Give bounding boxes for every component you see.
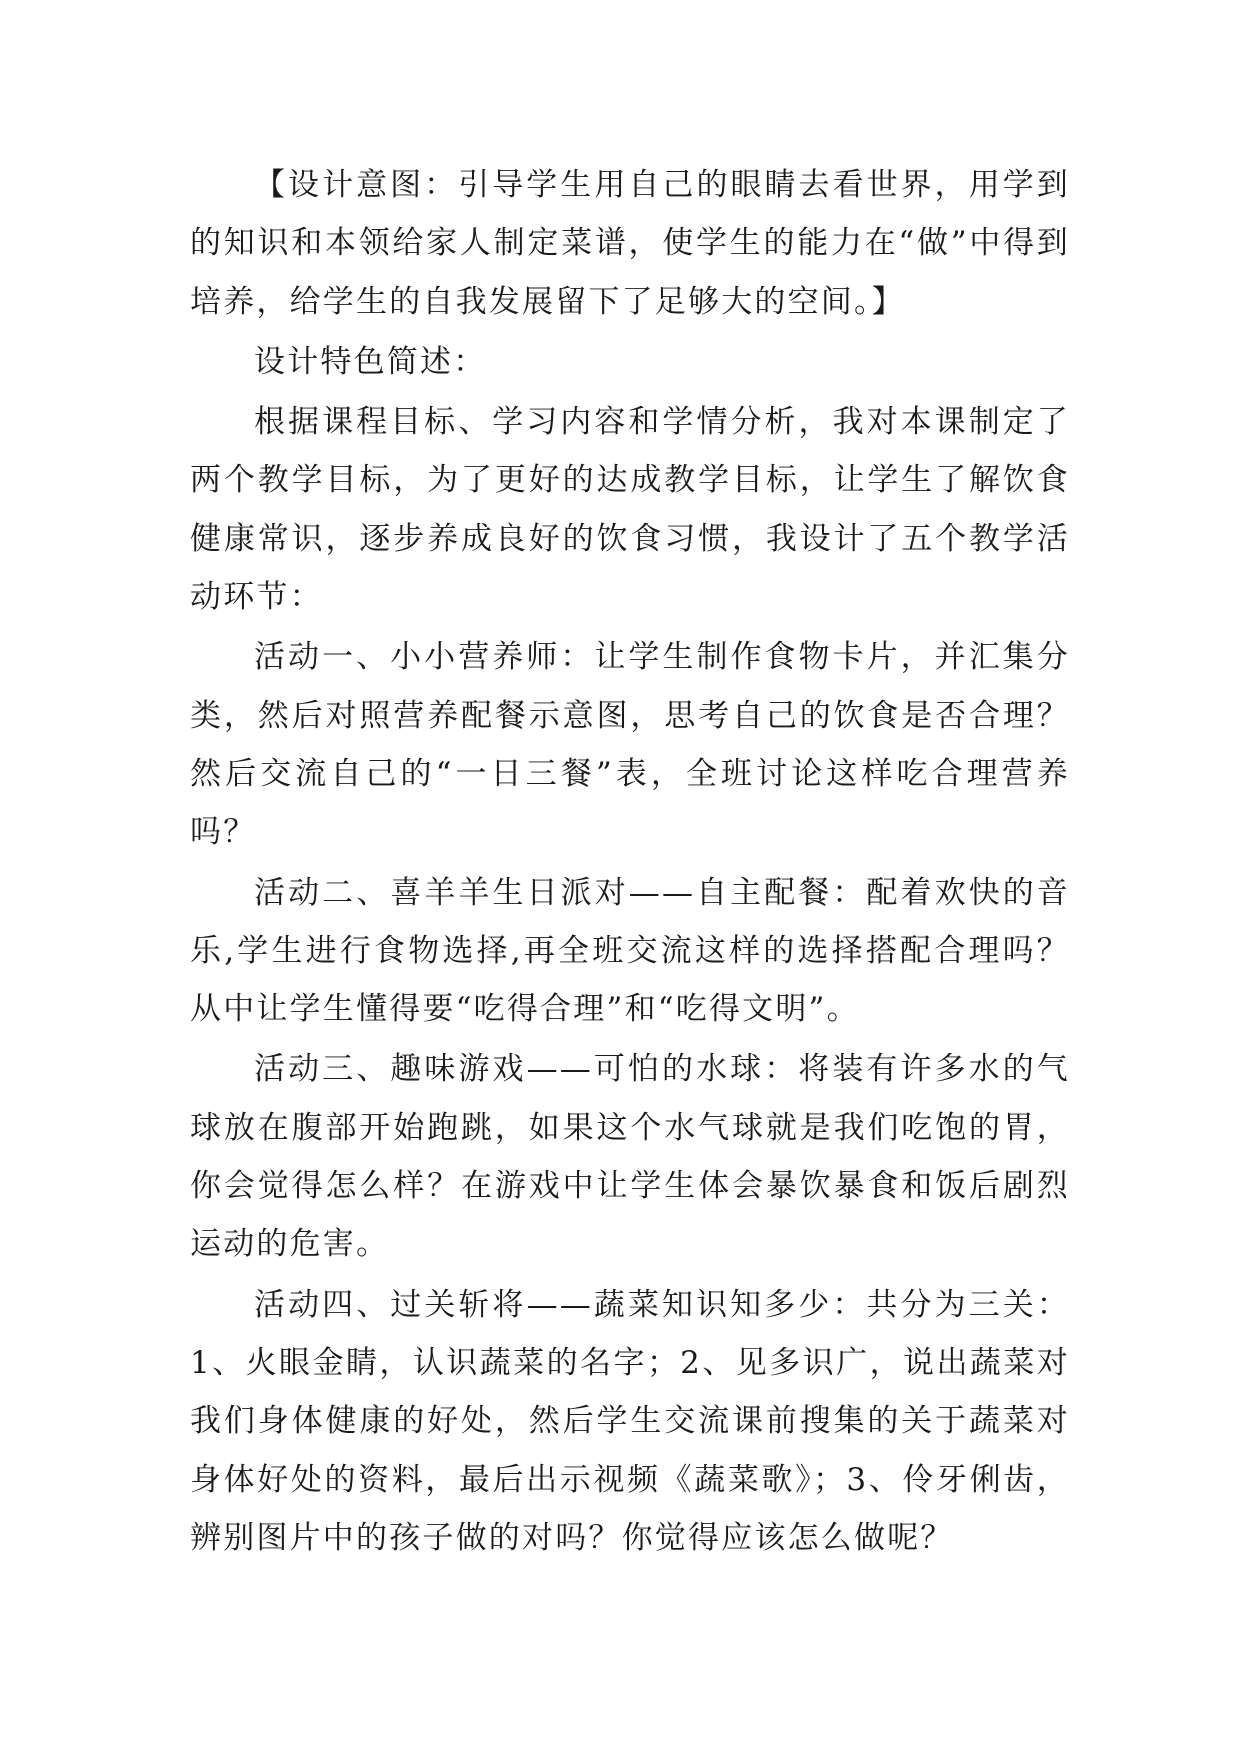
paragraph-design-intent: 【设计意图：引导学生用自己的眼睛去看世界，用学到的知识和本领给家人制定菜谱，使学生的能力在“做”中得到培养，给学生的自我发展留下了足够大的空间。】 bbox=[190, 167, 1070, 320]
paragraph-feature-heading: 设计特色简述： bbox=[254, 343, 487, 380]
paragraph-activity-4: 活动四、过关斩将——蔬菜知识知多少：共分为三关：1、火眼金睛，认识蔬菜的名字；2、见多识广，说出蔬菜对我们身体健康的好处，然后学生交流课前搜集的关于蔬菜对身体好处的资料，最后出示视频《蔬菜歌》；3、伶牙俐齿，辨别图片中的孩子做的对吗？你觉得应该怎么做呢？ bbox=[190, 1286, 1070, 1556]
paragraph-activity-3: 活动三、趣味游戏——可怕的水球：将装有许多水的气球放在腹部开始跑跳，如果这个水气球就是我们吃饱的胃，你会觉得怎么样？在游戏中让学生体会暴饮暴食和饭后剧烈运动的危害。 bbox=[190, 1051, 1070, 1263]
paragraph-activity-2: 活动二、喜羊羊生日派对——自主配餐：配着欢快的音乐,学生进行食物选择,再全班交流这样的选择搭配合理吗？从中让学生懂得要“吃得合理”和“吃得文明”。 bbox=[190, 874, 1070, 1028]
paragraph-overview: 根据课程目标、学习内容和学情分析，我对本课制定了两个教学目标，为了更好的达成教学目标，让学生了解饮食健康常识，逐步养成良好的饮食习惯，我设计了五个教学活动环节： bbox=[190, 404, 1070, 616]
paragraph-activity-1: 活动一、小小营养师：让学生制作食物卡片，并汇集分类，然后对照营养配餐示意图，思考自己的饮食是否合理？然后交流自己的“一日三餐”表，全班讨论这样吃合理营养吗？ bbox=[190, 639, 1070, 851]
document-body bbox=[190, 156, 1070, 1567]
